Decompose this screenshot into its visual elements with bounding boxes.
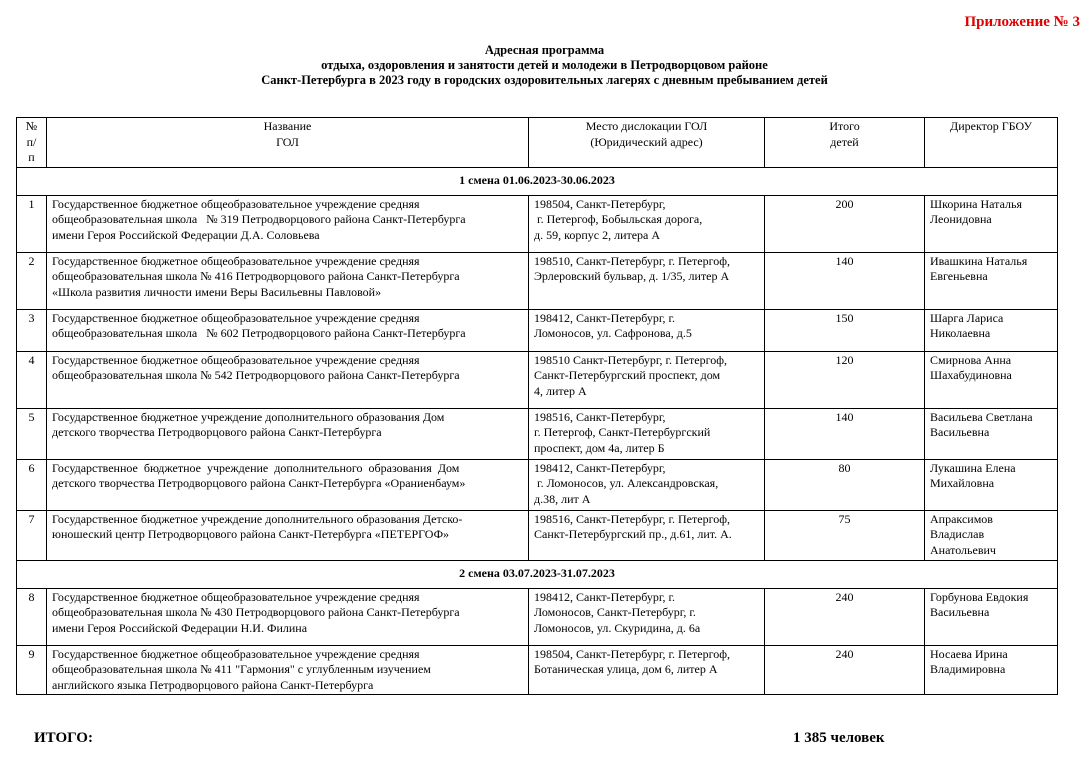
cell-director-line: Евгеньевна	[930, 269, 988, 283]
cell-address-line: Ломоносов, Санкт-Петербург, г.	[534, 605, 696, 619]
header-num-line: п	[28, 150, 35, 164]
table-header-row	[17, 118, 1058, 168]
cell-name	[47, 195, 529, 252]
cell-kids: 80	[765, 459, 925, 510]
cell-num: 3	[17, 309, 47, 351]
shift-label: 2 смена 03.07.2023-31.07.2023	[17, 560, 1058, 588]
appendix-label: Приложение № 3	[964, 14, 1080, 30]
cell-director-line: Смирнова Анна	[930, 352, 1012, 367]
header-address	[529, 118, 765, 168]
cell-director	[925, 588, 1058, 645]
header-kids-line: детей	[830, 134, 859, 149]
total-value: 1 385 человек	[793, 730, 885, 746]
cell-director-line: Васильевна	[930, 605, 990, 619]
cell-address	[529, 459, 765, 510]
cell-kids: 140	[765, 408, 925, 459]
header-name-line: Название	[263, 119, 312, 133]
cell-kids: 200	[765, 195, 925, 252]
shift2-header-row	[17, 560, 1058, 588]
cell-director-line: Шкорина Наталья	[930, 196, 1022, 211]
cell-num: 4	[17, 351, 47, 408]
title-line-3: Санкт-Петербурга в 2023 году в городских оздоровительных лагерях с дневным пребыванием детей	[261, 73, 828, 87]
table-row	[17, 408, 1058, 459]
cell-name-line: Государственное бюджетное общеобразовательное учреждение средняя	[52, 253, 420, 268]
shift1-header-row	[17, 167, 1058, 195]
cell-director	[925, 510, 1058, 560]
cell-address-line: 198412, Санкт-Петербург, г.	[534, 310, 676, 325]
cell-name-line: детского творчества Петродворцового района Санкт-Петербурга «Ораниенбаум»	[52, 476, 466, 490]
title-line-1: Адресная программа	[484, 43, 605, 57]
cell-kids: 75	[765, 510, 925, 560]
cell-name	[47, 645, 529, 695]
cell-address-line: 198510 Санкт-Петербург, г. Петергоф,	[534, 352, 727, 367]
cell-name-line: Государственное бюджетное общеобразовательное учреждение средняя	[52, 646, 420, 661]
cell-name	[47, 351, 529, 408]
cell-address-line: Ботаническая улица, дом 6, литер А	[534, 662, 718, 676]
cell-name-line: английского языка Петродворцового района Санкт-Петербурга	[52, 677, 374, 692]
title-line-2: отдыха, оздоровления и занятости детей и молодежи в Петродворцовом районе	[321, 58, 768, 72]
cell-name-line: детского творчества Петродворцового района Санкт-Петербурга	[52, 425, 382, 439]
cell-address	[529, 309, 765, 351]
cell-address-line: 198516, Санкт-Петербург, г. Петергоф,	[534, 511, 730, 526]
cell-address-line: 198412, Санкт-Петербург, г.	[534, 589, 676, 604]
cell-name-line: Государственное бюджетное учреждение дополнительного образования Дом	[52, 409, 445, 424]
header-address-line: (Юридический адрес)	[590, 134, 703, 149]
cell-kids: 120	[765, 351, 925, 408]
cell-address-line: 198412, Санкт-Петербург,	[534, 460, 666, 475]
header-name	[47, 118, 529, 168]
cell-address-line: 198516, Санкт-Петербург,	[534, 409, 666, 424]
cell-name-line: общеобразовательная школа № 319 Петродворцового района Санкт-Петербурга	[52, 212, 466, 226]
cell-name-line: имени Героя Российской Федерации Д.А. Соловьева	[52, 227, 320, 242]
cell-director-line: Носаева Ирина	[930, 646, 1008, 661]
cell-director-line: Ивашкина Наталья	[930, 253, 1028, 268]
cell-num: 1	[17, 195, 47, 252]
cell-director-line: Шарга Лариса	[930, 310, 1004, 325]
cell-name-line: юношеский центр Петродворцового района Санкт-Петербурга «ПЕТЕРГОФ»	[52, 527, 450, 541]
cell-kids: 240	[765, 588, 925, 645]
cell-num: 2	[17, 252, 47, 309]
header-address-line: Место дислокации ГОЛ	[585, 119, 708, 133]
cell-address	[529, 645, 765, 695]
cell-address-line: д.38, лит А	[534, 491, 591, 506]
cell-name-line: Государственное бюджетное учреждение дополнительного образования Дом	[52, 460, 460, 475]
cell-director-line: Горбунова Евдокия	[930, 589, 1029, 604]
cell-name	[47, 459, 529, 510]
cell-kids: 150	[765, 309, 925, 351]
table-row	[17, 252, 1058, 309]
cell-director	[925, 252, 1058, 309]
cell-director	[925, 408, 1058, 459]
cell-name-line: Государственное бюджетное учреждение дополнительного образования Детско-	[52, 511, 463, 526]
cell-director-line: Васильевна	[930, 425, 990, 439]
cell-address-line: Ломоносов, ул. Сафронова, д.5	[534, 326, 692, 340]
cell-address-line: Ломоносов, ул. Скуридина, д. 6а	[534, 620, 701, 635]
cell-address-line: 198510, Санкт-Петербург, г. Петергоф,	[534, 253, 730, 268]
cell-director-line: Васильева Светлана	[930, 409, 1033, 424]
camps-table	[16, 117, 1058, 695]
cell-address-line: 4, литер А	[534, 383, 587, 398]
header-name-line: ГОЛ	[276, 134, 299, 149]
table-row	[17, 459, 1058, 510]
cell-director	[925, 459, 1058, 510]
cell-num: 5	[17, 408, 47, 459]
cell-director	[925, 351, 1058, 408]
cell-name-line: имени Героя Российской Федерации Н.И. Филина	[52, 620, 308, 635]
total-label: ИТОГО:	[34, 730, 93, 746]
cell-name-line: Государственное бюджетное общеобразовательное учреждение средняя	[52, 352, 420, 367]
header-kids	[765, 118, 925, 168]
cell-director-line: Лукашина Елена	[930, 460, 1016, 475]
cell-kids: 140	[765, 252, 925, 309]
cell-name-line: Государственное бюджетное общеобразовательное учреждение средняя	[52, 589, 420, 604]
cell-address-line: Эрлеровский бульвар, д. 1/35, литер А	[534, 269, 730, 283]
header-num-line: №	[25, 119, 38, 133]
header-num	[17, 118, 47, 168]
cell-num: 6	[17, 459, 47, 510]
cell-director-line: Шахабудиновна	[930, 368, 1012, 382]
cell-address-line: г. Петергоф, Бобыльская дорога,	[534, 212, 703, 226]
cell-kids: 240	[765, 645, 925, 695]
cell-name	[47, 252, 529, 309]
header-num-line: п/	[26, 134, 37, 149]
cell-address-line: 198504, Санкт-Петербург,	[534, 196, 666, 211]
cell-address-line: г. Петергоф, Санкт-Петербургский	[534, 425, 711, 439]
cell-address	[529, 510, 765, 560]
cell-name-line: Государственное бюджетное общеобразовательное учреждение средняя	[52, 196, 420, 211]
header-director-line: Директор ГБОУ	[950, 119, 1032, 133]
document-title	[0, 43, 1089, 88]
cell-address-line: Санкт-Петербургский пр., д.61, лит. А.	[534, 527, 732, 541]
cell-name-line: Государственное бюджетное общеобразовательное учреждение средняя	[52, 310, 420, 325]
cell-address-line: д. 59, корпус 2, литера А	[534, 227, 661, 242]
cell-director	[925, 645, 1058, 695]
header-kids-line: Итого	[829, 119, 860, 133]
table-row	[17, 351, 1058, 408]
table-row	[17, 588, 1058, 645]
cell-name-line: общеобразовательная школа № 602 Петродворцового района Санкт-Петербурга	[52, 326, 466, 340]
cell-name-line: общеобразовательная школа № 411 "Гармония" с углубленным изучением	[52, 662, 431, 676]
table-row	[17, 195, 1058, 252]
cell-name	[47, 408, 529, 459]
cell-director-line: Михайловна	[930, 476, 995, 490]
cell-address	[529, 252, 765, 309]
cell-address-line: г. Ломоносов, ул. Александровская,	[534, 476, 719, 490]
shift-label: 1 смена 01.06.2023-30.06.2023	[17, 167, 1058, 195]
cell-name-line: общеобразовательная школа № 416 Петродворцового района Санкт-Петербурга	[52, 269, 460, 283]
cell-num: 9	[17, 645, 47, 695]
cell-name	[47, 309, 529, 351]
cell-name-line: «Школа развития личности имени Веры Васильевны Павловой»	[52, 284, 382, 299]
cell-address-line: Санкт-Петербургский проспект, дом	[534, 368, 721, 382]
table-row	[17, 510, 1058, 560]
cell-director-line: Анатольевич	[930, 542, 996, 557]
cell-name	[47, 510, 529, 560]
cell-director-line: Владислав	[930, 527, 985, 541]
cell-address-line: 198504, Санкт-Петербург, г. Петергоф,	[534, 646, 730, 661]
cell-name	[47, 588, 529, 645]
cell-director-line: Николаевна	[930, 326, 991, 340]
cell-address	[529, 588, 765, 645]
cell-director-line: Апраксимов	[930, 511, 993, 526]
cell-director-line: Владимировна	[930, 662, 1006, 676]
cell-address-line: проспект, дом 4а, литер Б	[534, 440, 665, 455]
cell-num: 8	[17, 588, 47, 645]
cell-address	[529, 351, 765, 408]
cell-director	[925, 195, 1058, 252]
cell-name-line: общеобразовательная школа № 430 Петродворцового района Санкт-Петербурга	[52, 605, 460, 619]
table-row	[17, 309, 1058, 351]
cell-director-line: Леонидовна	[930, 212, 992, 226]
cell-address	[529, 195, 765, 252]
cell-num: 7	[17, 510, 47, 560]
table-row	[17, 645, 1058, 695]
header-director	[925, 118, 1058, 168]
cell-address	[529, 408, 765, 459]
cell-name-line: общеобразовательная школа № 542 Петродворцового района Санкт-Петербурга	[52, 368, 460, 382]
cell-director	[925, 309, 1058, 351]
